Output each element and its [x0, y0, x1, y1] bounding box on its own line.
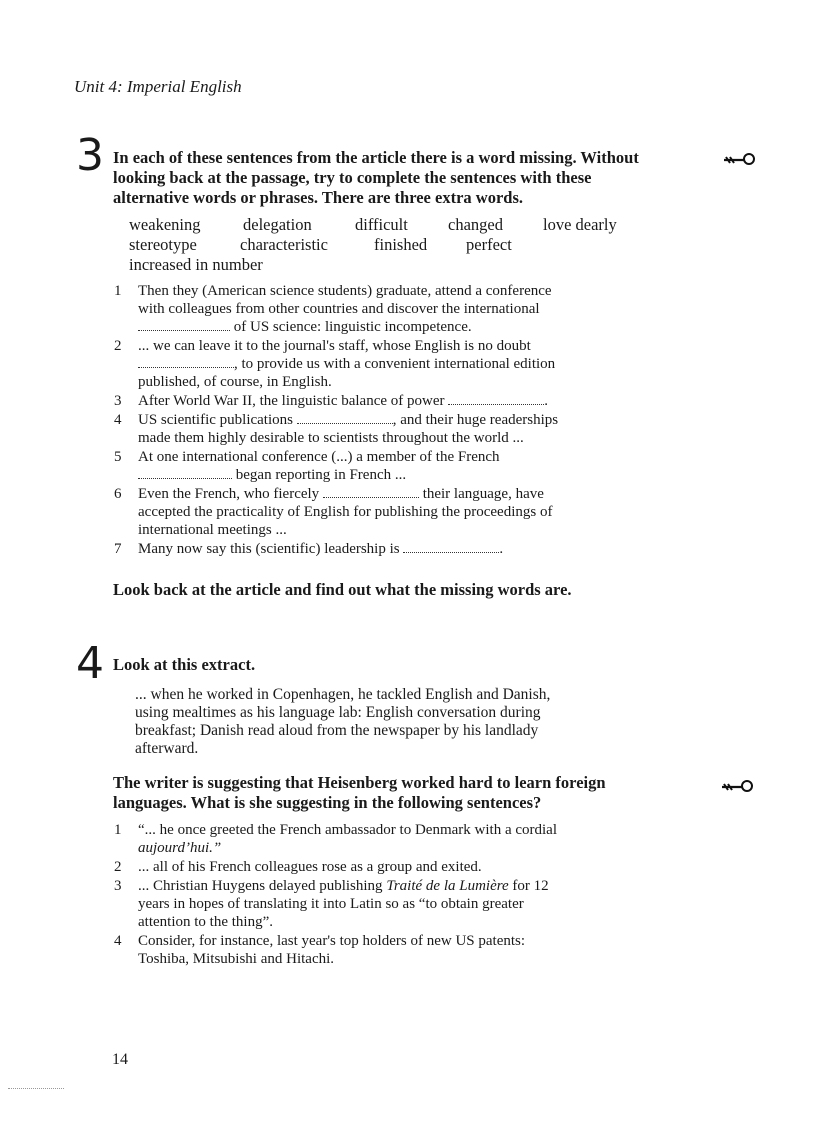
sentence-text: ... we can leave it to the journal's staff, whose English is no doubt: [138, 338, 531, 354]
exercise-3-number: 3: [76, 130, 104, 181]
sentence-text: their language, have: [422, 486, 544, 502]
item-number: 5: [114, 449, 122, 465]
extract-line: afterward.: [135, 740, 199, 757]
list-item: [114, 337, 634, 391]
list-item: [114, 932, 644, 968]
sentence-text: At one international conference (...) a member of the French: [138, 449, 500, 465]
exercise-4-question: [113, 773, 693, 813]
word-bank-item: delegation: [243, 215, 312, 234]
exercise-4-instruction: Look at this extract.: [113, 655, 256, 674]
word-bank-item: changed: [448, 215, 503, 234]
extract-line: breakfast; Danish read aloud from the newspaper by his landlady: [135, 722, 539, 739]
blank-line: [403, 540, 499, 553]
sentence-text: aujourd’hui.”: [138, 840, 222, 856]
exercise-4-sentences: [114, 821, 644, 969]
answer-key-icon: [722, 148, 756, 168]
item-number: 1: [114, 822, 122, 838]
list-item: [114, 877, 644, 931]
blank-line: [138, 318, 230, 331]
extract-line: using mealtimes as his language lab: English conversation during: [135, 704, 541, 721]
sentence-text: of US science: linguistic incompetence.: [233, 319, 472, 335]
item-number: 4: [114, 412, 122, 428]
blank-line: [323, 485, 419, 498]
item-number: 2: [114, 338, 122, 354]
item-number: 3: [114, 878, 122, 894]
sentence-text: Then they (American science students) graduate, attend a conference: [138, 283, 552, 299]
sentence-text: US scientific publications: [138, 412, 293, 428]
sentence-text: years in hopes of translating it into Latin so as “to obtain greater: [138, 896, 524, 912]
sentence-text: accepted the practicality of English for publishing the proceedings of: [138, 504, 553, 520]
word-bank-item: characteristic: [240, 235, 328, 254]
item-number: 3: [114, 393, 122, 409]
question-line: languages. What is she suggesting in the following sentences?: [113, 793, 542, 812]
sentence-text: After World War II, the linguistic balance of power: [138, 393, 445, 409]
instruction-line: alternative words or phrases. There are three extra words.: [113, 188, 523, 207]
sentence-text: Toshiba, Mitsubishi and Hitachi.: [138, 951, 335, 967]
blank-line: [138, 355, 234, 368]
instruction-line: In each of these sentences from the article there is a word missing. Without: [113, 148, 639, 167]
item-number: 2: [114, 859, 122, 875]
exercise-3-follow-up: Look back at the article and find out what the missing words are.: [113, 580, 572, 599]
item-number: 7: [114, 541, 122, 557]
blank-line: [138, 466, 232, 479]
sentence-text: published, of course, in English.: [138, 374, 332, 390]
answer-key-icon: [720, 775, 754, 795]
list-item: [114, 821, 644, 857]
page-number: 14: [112, 1051, 128, 1068]
list-item: [114, 411, 634, 447]
scan-artifact-divider: [8, 1088, 64, 1089]
sentence-text: with colleagues from other countries and discover the international: [138, 301, 540, 317]
word-bank-item: increased in number: [129, 255, 263, 274]
exercise-3-instruction: [113, 148, 693, 208]
sentence-text: international meetings ...: [138, 522, 287, 538]
sentence-text: made them highly desirable to scientists throughout the world ...: [138, 430, 524, 446]
list-item: 3 After World War II, the linguistic balance of power .: [114, 393, 549, 409]
word-bank-item: weakening: [129, 215, 201, 234]
sentence-text: Even the French, who fiercely: [138, 486, 320, 502]
word-bank: [129, 215, 689, 275]
word-bank-item: perfect: [466, 235, 512, 254]
list-item: [114, 448, 634, 484]
book-title: Traité de la Lumière: [386, 878, 509, 894]
word-bank-item: love dearly: [543, 215, 617, 234]
sentence-text: , to provide us with a convenient international edition: [234, 356, 556, 372]
sentence-text: “... he once greeted the French ambassador to Denmark with a cordial: [138, 822, 558, 838]
list-item: [114, 282, 634, 336]
sentence-text: for 12: [508, 878, 549, 894]
sentence-text: began reporting in French ...: [235, 467, 407, 483]
exercise-4-number: 4: [76, 638, 104, 689]
list-item: [114, 858, 644, 876]
sentence-text: Many now say this (scientific) leadership is: [138, 541, 400, 557]
word-bank-item: finished: [374, 235, 428, 254]
item-number: 1: [114, 283, 122, 299]
sentence-text: ... Christian Huygens delayed publishing: [138, 878, 387, 894]
blank-line: [297, 411, 393, 424]
unit-header: Unit 4: Imperial English: [74, 77, 242, 96]
list-item: 7 Many now say this (scientific) leadership is .: [114, 541, 504, 557]
sentence-text: ... all of his French colleagues rose as a group and exited.: [138, 859, 482, 875]
word-bank-item: difficult: [355, 215, 408, 234]
question-line: The writer is suggesting that Heisenberg worked hard to learn foreign: [113, 773, 606, 792]
blank-line: [448, 392, 544, 405]
instruction-line: looking back at the passage, try to complete the sentences with these: [113, 168, 592, 187]
word-bank-item: stereotype: [129, 235, 197, 254]
item-number: 4: [114, 933, 122, 949]
sentence-text: Consider, for instance, last year's top holders of new US patents:: [138, 933, 526, 949]
item-number: 6: [114, 486, 122, 502]
extract-passage: [135, 686, 655, 758]
extract-line: ... when he worked in Copenhagen, he tackled English and Danish,: [135, 686, 551, 703]
sentence-text: , and their huge readerships: [392, 412, 559, 428]
sentence-text: attention to the thing”.: [138, 914, 273, 930]
list-item: [114, 485, 634, 539]
exercise-3-sentences: [114, 282, 634, 559]
